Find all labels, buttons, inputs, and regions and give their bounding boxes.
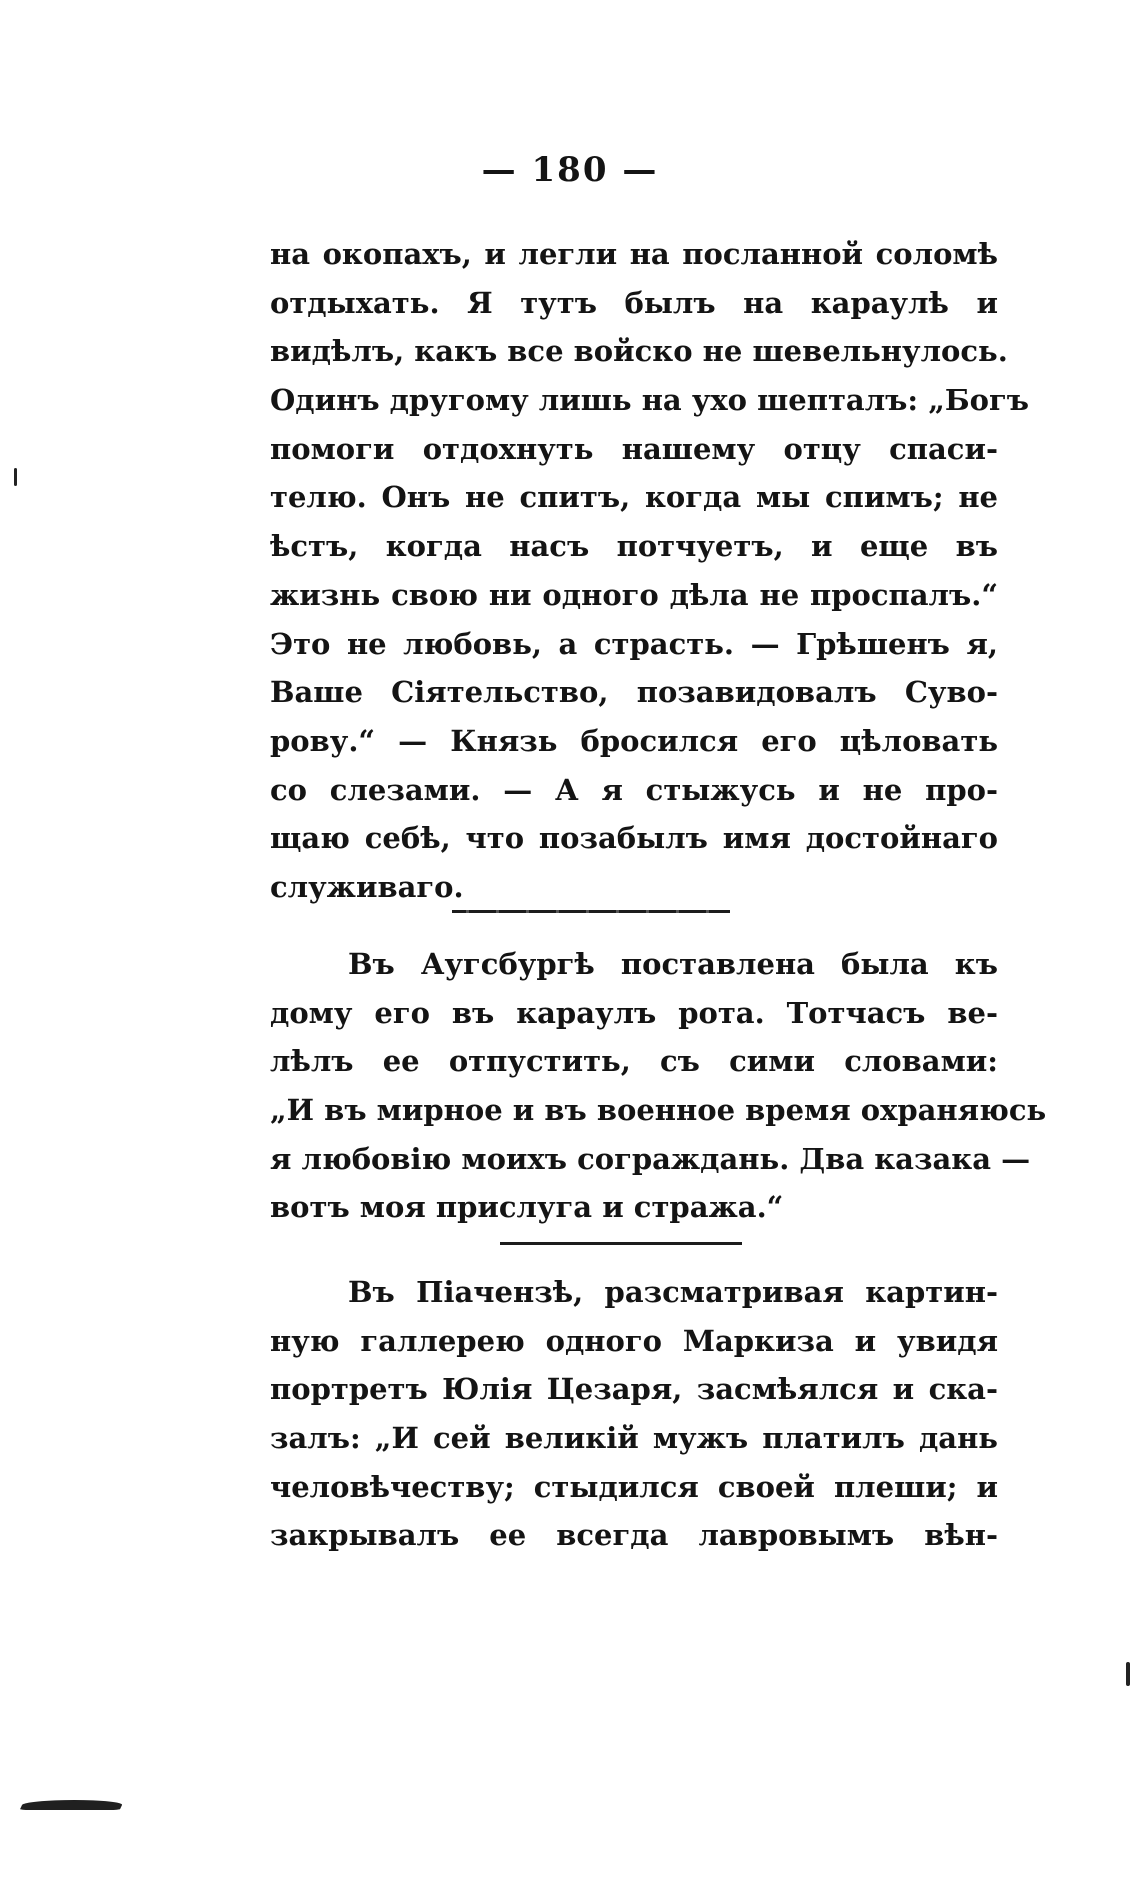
section-divider — [500, 1242, 742, 1245]
text-line: на окопахъ, и легли на посланной соломѣ — [270, 237, 998, 271]
scan-edge-mark — [14, 468, 17, 486]
text-line: Это не любовь, а страсть. — Грѣшенъ я, — [270, 626, 998, 661]
text-line: ѣстъ, когда насъ потчуетъ, и еще въ — [270, 529, 998, 564]
paragraph-2 — [270, 940, 1047, 1232]
scan-smudge — [20, 1800, 125, 1810]
text-line: „И въ мирное и въ военное время охраняюсь — [270, 1093, 1047, 1128]
text-line: вотъ моя прислуга и стража.“ — [270, 1190, 784, 1225]
text-line: жизнь свою ни одного дѣла не проспалъ.“ — [270, 577, 998, 612]
text-line: Ваше Сіятельство, позавидовалъ Суво- — [270, 675, 998, 710]
text-line: Въ Аугсбургѣ поставлена была къ — [348, 947, 998, 981]
text-line: закрывалъ ее всегда лавровымъ вѣн- — [270, 1518, 998, 1553]
text-line: служиваго. — [270, 869, 464, 904]
page-number: — 180 — — [481, 150, 659, 190]
text-line: ную галлерею одного Маркиза и увидя — [270, 1323, 998, 1358]
text-line: телю. Онъ не спитъ, когда мы спимъ; не — [270, 480, 998, 515]
text-line: помоги отдохнуть нашему отцу спаси- — [270, 431, 998, 466]
section-divider — [452, 910, 730, 913]
text-line: рову.“ — Князь бросился его цѣловать — [270, 723, 998, 758]
text-line: человѣчеству; стыдился своей плеши; и — [270, 1469, 998, 1504]
text-line: я любовію моихъ сограждань. Два казака — — [270, 1141, 1031, 1176]
text-line: Одинъ другому лишь на ухо шепталъ: „Богъ — [270, 383, 1030, 418]
text-line: отдыхать. Я тутъ былъ на караулѣ и — [270, 285, 998, 320]
scan-edge-mark — [1126, 1662, 1130, 1686]
paragraph-1 — [270, 230, 1030, 912]
text-line: Въ Піачензѣ, разсматривая картин- — [348, 1275, 998, 1309]
text-line: портретъ Юлія Цезаря, засмѣялся и ска- — [270, 1372, 998, 1407]
paragraph-3 — [270, 1268, 998, 1560]
text-line: дому его въ караулъ рота. Тотчасъ ве- — [270, 995, 998, 1030]
text-line: лѣлъ ее отпустить, съ сими словами: — [270, 1044, 998, 1079]
text-line: щаю себѣ, что позабылъ имя достойнаго — [270, 821, 998, 856]
text-line: со слезами. — А я стыжусь и не про- — [270, 772, 998, 807]
text-line: залъ: „И сей великій мужъ платилъ дань — [270, 1421, 998, 1456]
text-line: видѣлъ, какъ все войско не шевельнулось. — [270, 334, 1008, 369]
